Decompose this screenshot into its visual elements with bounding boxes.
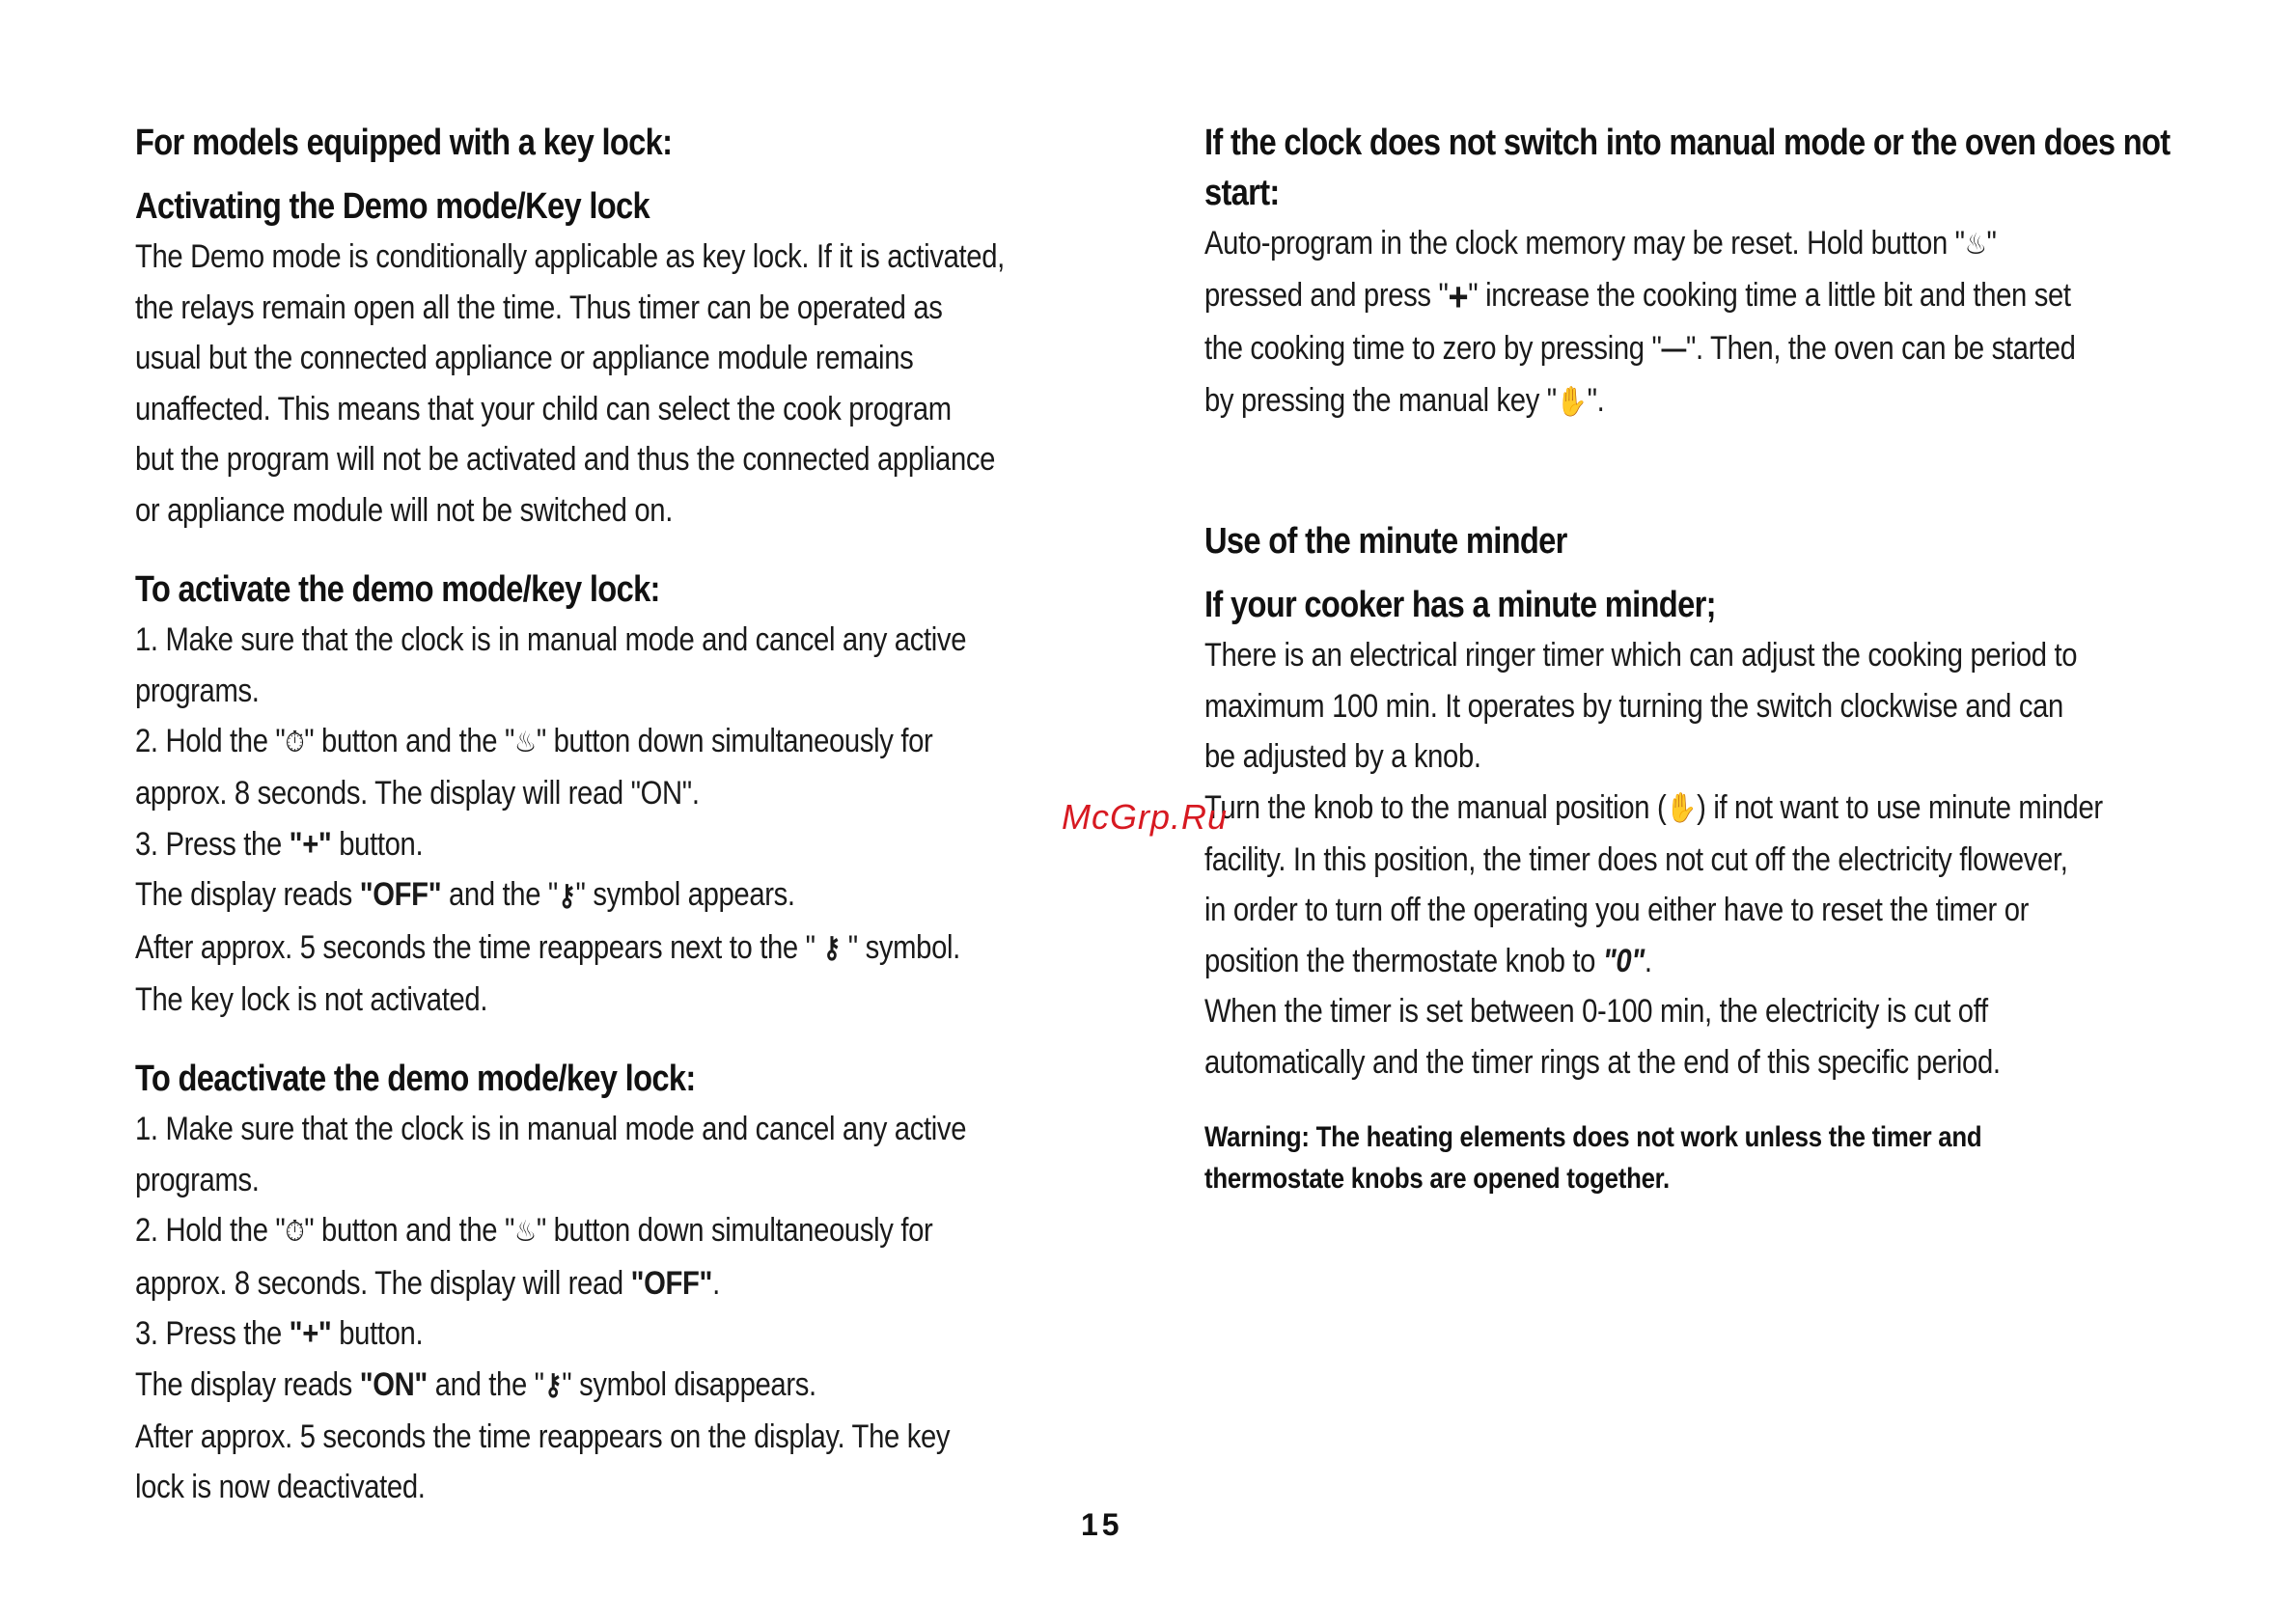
minute-paragraph: [1204, 630, 2220, 1087]
warning-line: Warning: The heating elements does not work unless the timer and: [1204, 1121, 1982, 1154]
text-line: 2. Hold the "⏱" button and the "♨" button down simultaneously for: [135, 716, 965, 768]
timer-icon: ⏱: [285, 1216, 305, 1249]
text-line: After approx. 5 seconds the time reappears next to the " ⚷ " symbol.: [135, 922, 965, 975]
warning-note: [1204, 1116, 2220, 1199]
text-line: The display reads "OFF" and the "⚷" symbol appears.: [135, 869, 965, 922]
text-line: 1. Make sure that the clock is in manual mode and cancel any active: [135, 621, 967, 658]
text-line: There is an electrical ringer timer which can adjust the cooking period to: [1204, 637, 2078, 674]
warning-line: thermostate knobs are opened together.: [1204, 1163, 1670, 1196]
text-line: unaffected. This means that your child can select the cook program: [135, 390, 952, 427]
text-line: The key lock is not activated.: [135, 980, 488, 1018]
text-line: 3. Press the "+" button.: [135, 1315, 424, 1353]
text-line: Auto-program in the clock memory may be reset. Hold button "♨": [1204, 218, 2078, 270]
activate-steps: [135, 615, 1100, 1025]
heading-activating-demo: Activating the Demo mode/Key lock: [135, 186, 650, 227]
watermark: McGrp.Ru: [1062, 797, 1229, 837]
deactivate-steps: [135, 1104, 1100, 1513]
intro-paragraph: [135, 232, 1100, 536]
left-column: [135, 118, 1100, 1513]
text-line: The display reads "ON" and the "⚷" symbol disappears.: [135, 1360, 965, 1412]
page-number: 15: [1081, 1507, 1123, 1542]
text-line: position the thermostate knob to "0".: [1204, 942, 1652, 979]
heading-clock-manual-mode: If the clock does not switch into manual mode or the oven does not start:: [1204, 123, 2171, 213]
heading-cooker-minute-minder: If your cooker has a minute minder;: [1204, 585, 1716, 626]
text-line: the cooking time to zero by pressing "—". Then, the oven can be started: [1204, 323, 2078, 375]
text-line: the relays remain open all the time. Thus timer can be operated as: [135, 289, 943, 326]
hand-icon: ✋: [1556, 385, 1588, 418]
text-line: After approx. 5 seconds the time reappears on the display. The key: [135, 1418, 951, 1455]
text-line: automatically and the timer rings at the end of this specific period.: [1204, 1043, 2001, 1081]
text-line: maximum 100 min. It operates by turning the switch clockwise and can: [1204, 687, 2063, 725]
plus-icon: +: [1448, 274, 1469, 320]
text-line: programs.: [135, 1161, 260, 1198]
text-line: in order to turn off the operating you either have to reset the timer or: [1204, 892, 2030, 929]
text-line: programs.: [135, 672, 260, 709]
text-line: 2. Hold the "⏱" button and the "♨" button down simultaneously for: [135, 1205, 965, 1257]
text-line: but the program will not be activated and thus the connected appliance: [135, 441, 996, 478]
minus-icon: —: [1661, 333, 1686, 366]
text-line: by pressing the manual key "✋".: [1204, 375, 2078, 427]
text-line: usual but the connected appliance or appliance module remains: [135, 340, 914, 376]
text-line: The Demo mode is conditionally applicable as key lock. If it is activated,: [135, 238, 1005, 275]
heading-models-key-lock: For models equipped with a key lock:: [135, 123, 673, 163]
key-icon: ⚷: [822, 932, 841, 965]
clock-paragraph: [1204, 218, 2220, 427]
key-icon: ⚷: [543, 1369, 563, 1402]
key-icon: ⚷: [557, 880, 576, 913]
text-line: approx. 8 seconds. The display will read "ON".: [135, 775, 700, 812]
heading-deactivate: To deactivate the demo mode/key lock:: [135, 1059, 696, 1100]
text-line: facility. In this position, the timer does not cut off the electricity flowever,: [1204, 840, 2068, 878]
text-line: 1. Make sure that the clock is in manual mode and cancel any active: [135, 1111, 967, 1148]
text-line: be adjusted by a knob.: [1204, 738, 1481, 776]
text-line: pressed and press "+" increase the cooking time a little bit and then set: [1204, 270, 2078, 322]
cook-icon: ♨: [514, 726, 537, 758]
text-line: lock is now deactivated.: [135, 1469, 426, 1506]
cook-icon: ♨: [1964, 228, 1987, 261]
text-line: or appliance module will not be switched on.: [135, 491, 674, 529]
heading-minute-minder: Use of the minute minder: [1204, 521, 1567, 563]
cook-icon: ♨: [514, 1216, 537, 1249]
text-line: approx. 8 seconds. The display will read "OFF".: [135, 1264, 720, 1302]
heading-activate: To activate the demo mode/key lock:: [135, 569, 660, 610]
text-line: 3. Press the "+" button.: [135, 825, 424, 863]
hand-icon: ✋: [1666, 792, 1698, 825]
right-column: [1204, 118, 2220, 1199]
timer-icon: ⏱: [285, 726, 305, 758]
text-line: When the timer is set between 0-100 min, the electricity is cut off: [1204, 993, 1988, 1031]
text-line: Turn the knob to the manual position (✋) if not want to use minute minder: [1204, 783, 2078, 835]
